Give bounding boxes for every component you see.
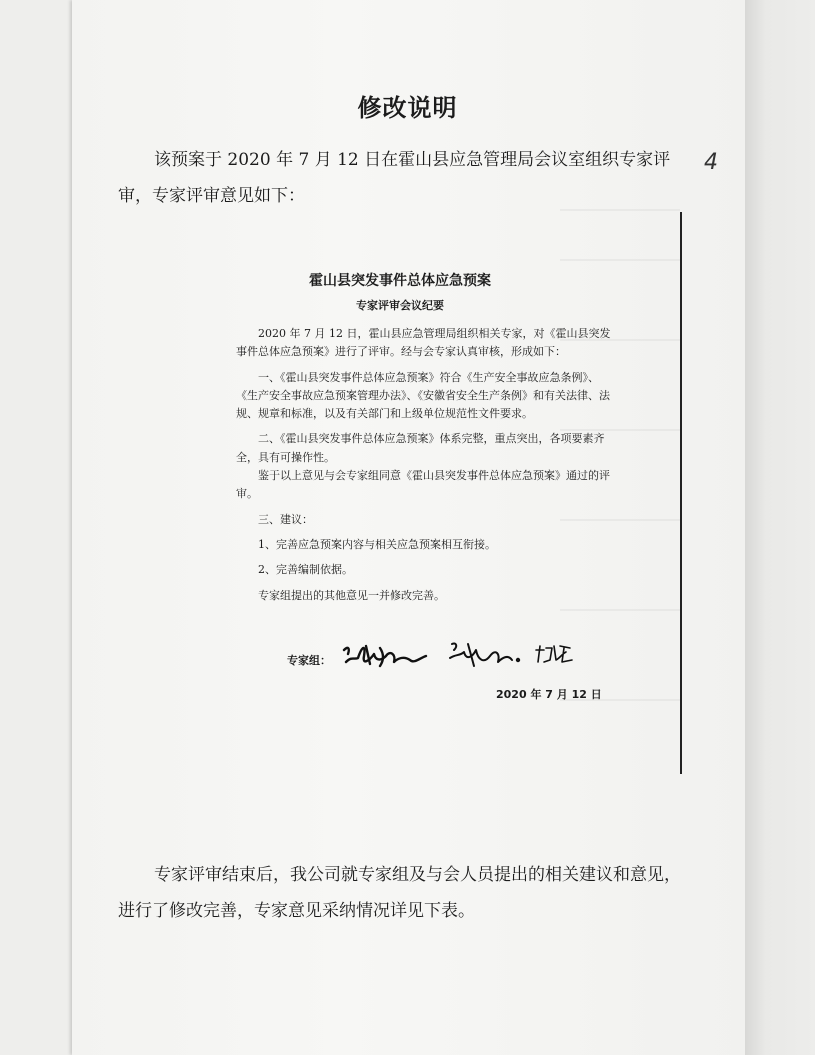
minutes-paragraph: 2、完善编制依据。 [258,563,353,577]
minutes-paragraph: 鉴于以上意见与会专家组同意《霍山县突发事件总体应急预案》通过的评审。 [236,469,610,501]
handwritten-page-number: 4 [704,150,718,175]
intro-paragraph: 该预案于 2020 年 7 月 12 日在霍山县应急管理局会议室组织专家评审，专家评审意见如下： [118,150,671,206]
minutes-body [236,325,614,605]
experts-label: 专家组： [287,654,331,667]
minutes-date: 2020 年 7 月 12 日 [496,688,602,701]
minutes-paragraph: 一、《霍山县突发事件总体应急预案》符合《生产安全事故应急条例》、《生产安全事故应急预案管理办法》、《安徽省安全生产条例》和有关法律、法规、规章和标准，以及有关部门和上级单位规范性文件要求。 [236,370,610,421]
minutes-paragraph: 1、完善应急预案内容与相关应急预案相互衔接。 [258,537,496,551]
minutes-paragraph: 三、建议： [258,512,313,526]
closing-paragraph: 专家评审结束后，我公司就专家组及与会人员提出的相关建议和意见，进行了修改完善，专家意见采纳情况详见下表。 [118,865,681,921]
minutes-border-line [680,212,682,774]
page-title: 修改说明 [357,94,458,122]
minutes-paragraph: 2020 年 7 月 12 日，霍山县应急管理局组织相关专家，对《霍山县突发事件总体应急预案》进行了评审。经与会专家认真审核，形成如下： [236,327,611,359]
minutes-paragraph: 二、《霍山县突发事件总体应急预案》体系完整，重点突出，各项要素齐全，具有可操作性。 [236,432,605,464]
minutes-title: 霍山县突发事件总体应急预案 [309,273,491,289]
minutes-subtitle: 专家评审会议纪要 [356,299,444,312]
minutes-paragraph: 专家组提出的其他意见一并修改完善。 [258,588,445,602]
page-edge-shadow [745,0,815,1055]
expert-signatures [340,636,610,676]
